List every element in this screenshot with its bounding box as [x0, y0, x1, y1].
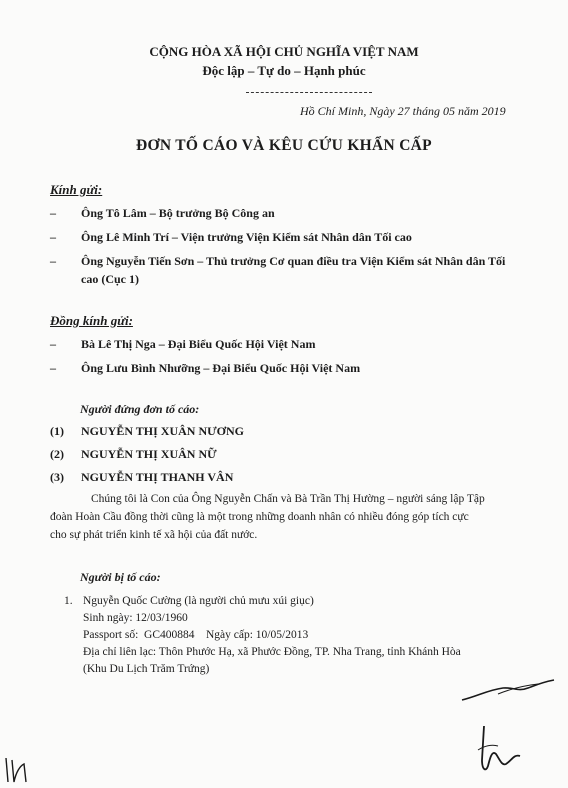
- accused-address-note: (Khu Du Lịch Trăm Trứng): [83, 663, 210, 675]
- addressee-item-3-line1: Ông Nguyễn Tiến Sơn – Thủ trưởng Cơ quan điều tra Viện Kiểm sát Nhân dân Tối: [81, 254, 506, 268]
- accused-heading: Người bị tố cáo:: [80, 570, 161, 584]
- addressee-item-2: Ông Lê Minh Trí – Viện trưởng Viện Kiểm sát Nhân dân Tối cao: [81, 230, 412, 244]
- addressee-bullet-2: –: [50, 230, 56, 244]
- cc-item-2: Ông Lưu Bình Nhưỡng – Đại Biểu Quốc Hội Việt Nam: [81, 361, 361, 375]
- margin-initials-mark: [2, 752, 32, 786]
- addressee-bullet-3: –: [50, 254, 56, 268]
- accused-address: Địa chỉ liên lạc: Thôn Phước Hạ, xã Phước Đồng, TP. Nha Trang, tỉnh Khánh Hòa: [83, 646, 461, 658]
- petitioner-name-2: NGUYỄN THỊ XUÂN NỮ: [81, 447, 217, 461]
- place-date: Hồ Chí Minh, Ngày 27 tháng 05 năm 2019: [300, 104, 506, 118]
- petitioners-heading: Người đứng đơn tố cáo:: [80, 402, 200, 416]
- accused-number: 1.: [64, 595, 73, 607]
- intro-line-1: Chúng tôi là Con của Ông Nguyễn Chấn và Bà Trần Thị Hường – người sáng lập Tập: [91, 493, 485, 505]
- handwritten-mark: [458, 676, 558, 706]
- cc-heading: Đồng kính gửi:: [50, 313, 133, 328]
- petitioner-name-1: NGUYỄN THỊ XUÂN NƯƠNG: [81, 424, 245, 438]
- document-title: ĐƠN TỐ CÁO VÀ KÊU CỨU KHẨN CẤP: [136, 137, 432, 154]
- signature-mark: [470, 720, 530, 780]
- addressee-item-3-line2: cao (Cục 1): [81, 272, 139, 286]
- national-title: CỘNG HÒA XÃ HỘI CHỦ NGHĨA VIỆT NAM: [149, 44, 419, 59]
- addressee-item-1: Ông Tô Lâm – Bộ trưởng Bộ Công an: [81, 206, 275, 220]
- intro-line-2: đoàn Hoàn Cầu đồng thời cũng là một trong những doanh nhân có nhiều đóng góp tích cực: [50, 511, 469, 523]
- national-motto: Độc lập – Tự do – Hạnh phúc: [202, 63, 366, 78]
- accused-passport: Passport số: GC400884 Ngày cấp: 10/05/2013: [83, 629, 309, 641]
- motto-divider: [246, 92, 372, 93]
- addressee-bullet-1: –: [50, 206, 56, 220]
- petitioner-name-3: NGUYỄN THỊ THANH VÂN: [81, 470, 234, 484]
- accused-name: Nguyễn Quốc Cường (là người chủ mưu xúi giục): [83, 595, 314, 607]
- cc-bullet-2: –: [50, 361, 56, 375]
- petitioner-number-3: (3): [50, 470, 64, 484]
- cc-item-1: Bà Lê Thị Nga – Đại Biểu Quốc Hội Việt Nam: [81, 337, 316, 351]
- petitioner-number-1: (1): [50, 424, 64, 438]
- intro-line-3: cho sự phát triển kinh tế xã hội của đất nước.: [50, 529, 258, 541]
- addressees-heading: Kính gửi:: [50, 182, 103, 197]
- cc-bullet-1: –: [50, 337, 56, 351]
- petitioner-number-2: (2): [50, 447, 64, 461]
- accused-birthdate: Sinh ngày: 12/03/1960: [83, 612, 188, 624]
